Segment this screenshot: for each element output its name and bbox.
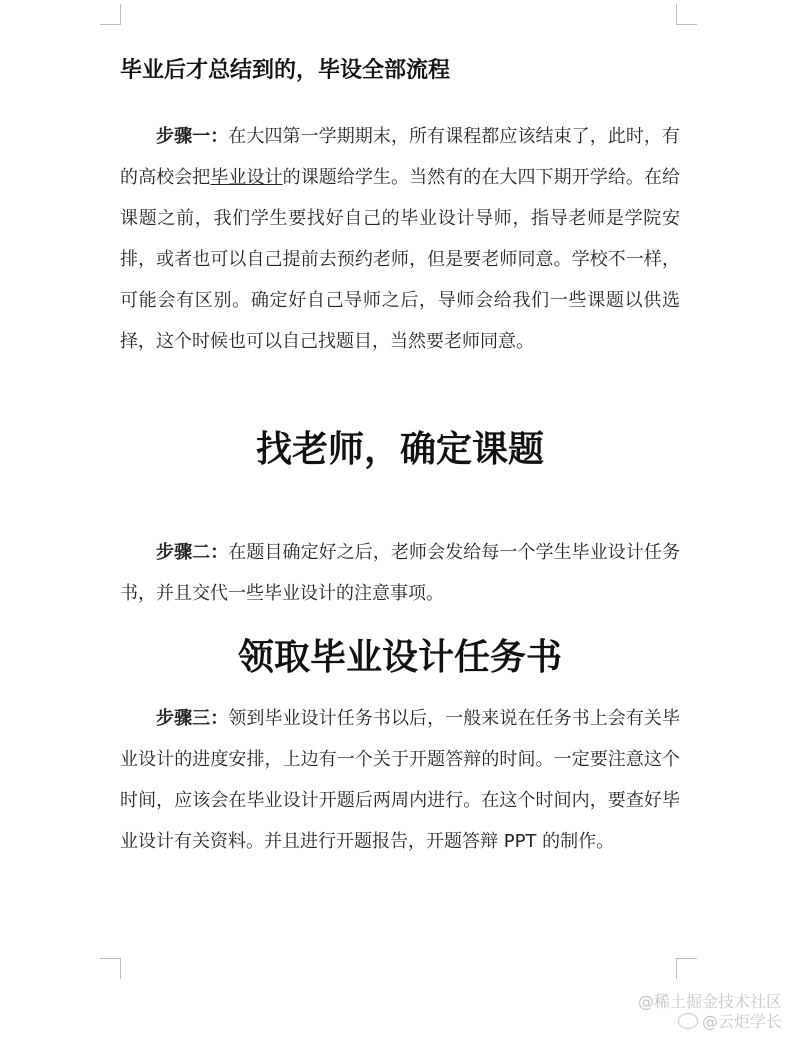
weibo-icon	[678, 1013, 698, 1029]
step-three-label: 步骤三：	[156, 708, 229, 729]
step-one-text-a: 在大四第一学期期末，所有课程都应该结束了，此时，有的高校会把	[120, 126, 681, 188]
watermark-line-2-wrap: @云炬学长	[638, 1012, 782, 1032]
paragraph-step-three	[120, 698, 680, 862]
crop-mark-top-left	[100, 4, 121, 25]
watermark-line-1: @稀土掘金技术社区	[637, 992, 782, 1011]
graduation-design-link[interactable]: 毕业设计	[210, 167, 283, 188]
paragraph-step-one	[120, 116, 680, 362]
crop-mark-bottom-right	[676, 958, 697, 979]
document-title: 毕业后才总结到的，毕设全部流程	[120, 58, 451, 83]
step-two-text: 在题目确定好之后，老师会发给每一个学生毕业设计任务书，并且交代一些毕业设计的注意事项。	[120, 542, 681, 604]
step-two-label: 步骤二：	[156, 542, 229, 563]
heading-task-book: 领取毕业设计任务书	[237, 637, 562, 678]
crop-mark-bottom-left	[100, 958, 121, 979]
watermark-line-2: 云炬学长	[717, 1012, 782, 1031]
step-one-label: 步骤一：	[156, 126, 229, 147]
step-one-text-b: 的课题给学生。当然有的在大四下期开学给。在给课题之前，我们学生要找好自己的毕业设计导师，指导老师是学院安排，或者也可以自己提前去预约老师，但是要老师同意。学校不一样，可能会有区别。确定好自己导师之后，导师会给我们一些课题以供选择，这个时候也可以自己找题目，当然要老师同意。	[120, 167, 681, 352]
heading-find-teacher: 找老师，确定课题	[255, 429, 544, 470]
watermark	[638, 992, 782, 1032]
crop-mark-top-right	[676, 4, 697, 25]
paragraph-step-two	[120, 532, 680, 614]
step-three-text: 领到毕业设计任务书以后，一般来说在任务书上会有关毕业设计的进度安排，上边有一个关于开题答辩的时间。一定要注意这个时间，应该会在毕业设计开题后两周内进行。在这个时间内，要查好毕业设计有关资料。并且进行开题报告，开题答辩 PPT 的制作。	[120, 708, 681, 852]
